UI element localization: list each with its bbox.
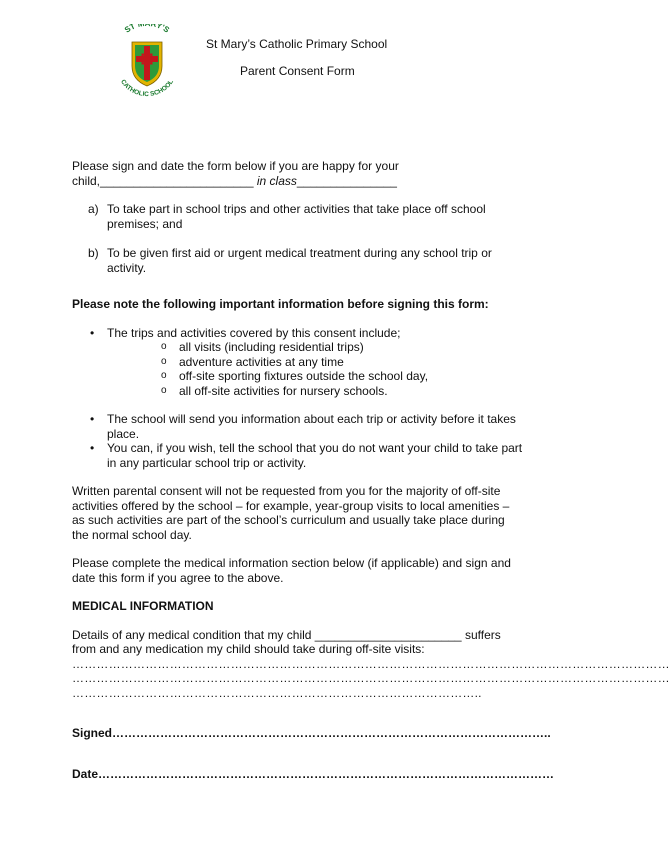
option-text: To take part in school trips and other activities that take place off school premises; and [107, 202, 486, 231]
date-field[interactable]: Date…………………………………………………………………………………………………… [72, 766, 555, 781]
info-bullets [72, 326, 524, 471]
bullet-text: You can, if you wish, tell the school that you do not want your child to take part in any particular school trip or activity. [107, 441, 523, 470]
bullet-item [72, 326, 524, 399]
intro-child-label: child, [72, 173, 101, 188]
sub-bullet-item: o all visits (including residential trips) [161, 340, 364, 354]
intro-line1: Please sign and date the form below if you are happy for your [72, 159, 399, 173]
sub-bullet-item: o all off-site activities for nursery schools. [161, 383, 388, 398]
bullet-icon: • [90, 412, 95, 426]
sub-bullet-item: o off-site sporting fixtures outside the school day, [161, 369, 429, 383]
form-title: Parent Consent Form [240, 64, 355, 78]
circle-bullet-icon: o [161, 355, 167, 367]
consent-options [72, 202, 524, 275]
logo-text-top: ST M RY'S [122, 24, 172, 35]
circle-bullet-icon: o [161, 341, 167, 352]
option-label: a) [88, 202, 99, 216]
bullet-icon: • [90, 325, 95, 340]
circle-bullet-icon: o [161, 370, 167, 381]
option-text: To be given first aid or urgent medical treatment during any school trip or activity. [107, 246, 492, 275]
consent-explanation: Written parental consent will not be requested from you for the majority of off-site activities offered by the school – for example, year-group visits to local amenities – as such activities are part of the school’s curriculum and usually take place during the normal school day. [72, 484, 510, 542]
bullet-text: The trips and activities covered by this consent include; [107, 325, 401, 340]
consent-option-b [72, 246, 524, 275]
medical-details-prompt: Details of any medical condition that my child ______________________ suffers from and any medication my child should take during off-site visits: [72, 627, 501, 656]
child-name-blank[interactable]: _______________________ [100, 173, 254, 188]
consent-option-a [72, 202, 524, 231]
bullet-text: The school will send you information about each trip or activity before it takes place. [107, 412, 516, 441]
completion-instruction: Please complete the medical information section below (if applicable) and sign and date this form if you agree to the above. [72, 556, 511, 585]
medical-heading: MEDICAL INFORMATION [72, 599, 214, 613]
school-crest-icon [112, 24, 182, 100]
in-class-label: in class [253, 173, 297, 188]
medical-details-line[interactable]: ………………………………………………………………………………………………………………………………… [72, 656, 670, 671]
signature-field[interactable]: Signed……………………………………………………………………………………………….. [72, 726, 551, 740]
school-name: St Mary’s Catholic Primary School [206, 37, 388, 51]
class-blank[interactable]: _______________ [296, 173, 397, 188]
sub-bullets [107, 340, 524, 398]
svg-text:ST MARY'S [123, 24, 172, 35]
bullet-icon: • [90, 441, 95, 455]
medical-details-line[interactable]: ……………………………………………………………………………………….. [72, 685, 482, 700]
form-body [72, 159, 670, 781]
logo-text-bottom: CATHOLIC SCHOOL [119, 78, 175, 99]
note-heading: Please note the following important information before signing this form: [72, 297, 489, 311]
option-label: b) [88, 246, 99, 260]
sub-bullet-item: o adventure activities at any time [161, 354, 344, 369]
circle-bullet-icon: o [161, 384, 167, 396]
school-logo [112, 24, 182, 100]
intro-text [72, 159, 524, 188]
bullet-item [72, 441, 524, 470]
bullet-item [72, 412, 524, 441]
medical-details-line[interactable]: ………………………………………………………………………………………………………………………………… [72, 671, 670, 685]
